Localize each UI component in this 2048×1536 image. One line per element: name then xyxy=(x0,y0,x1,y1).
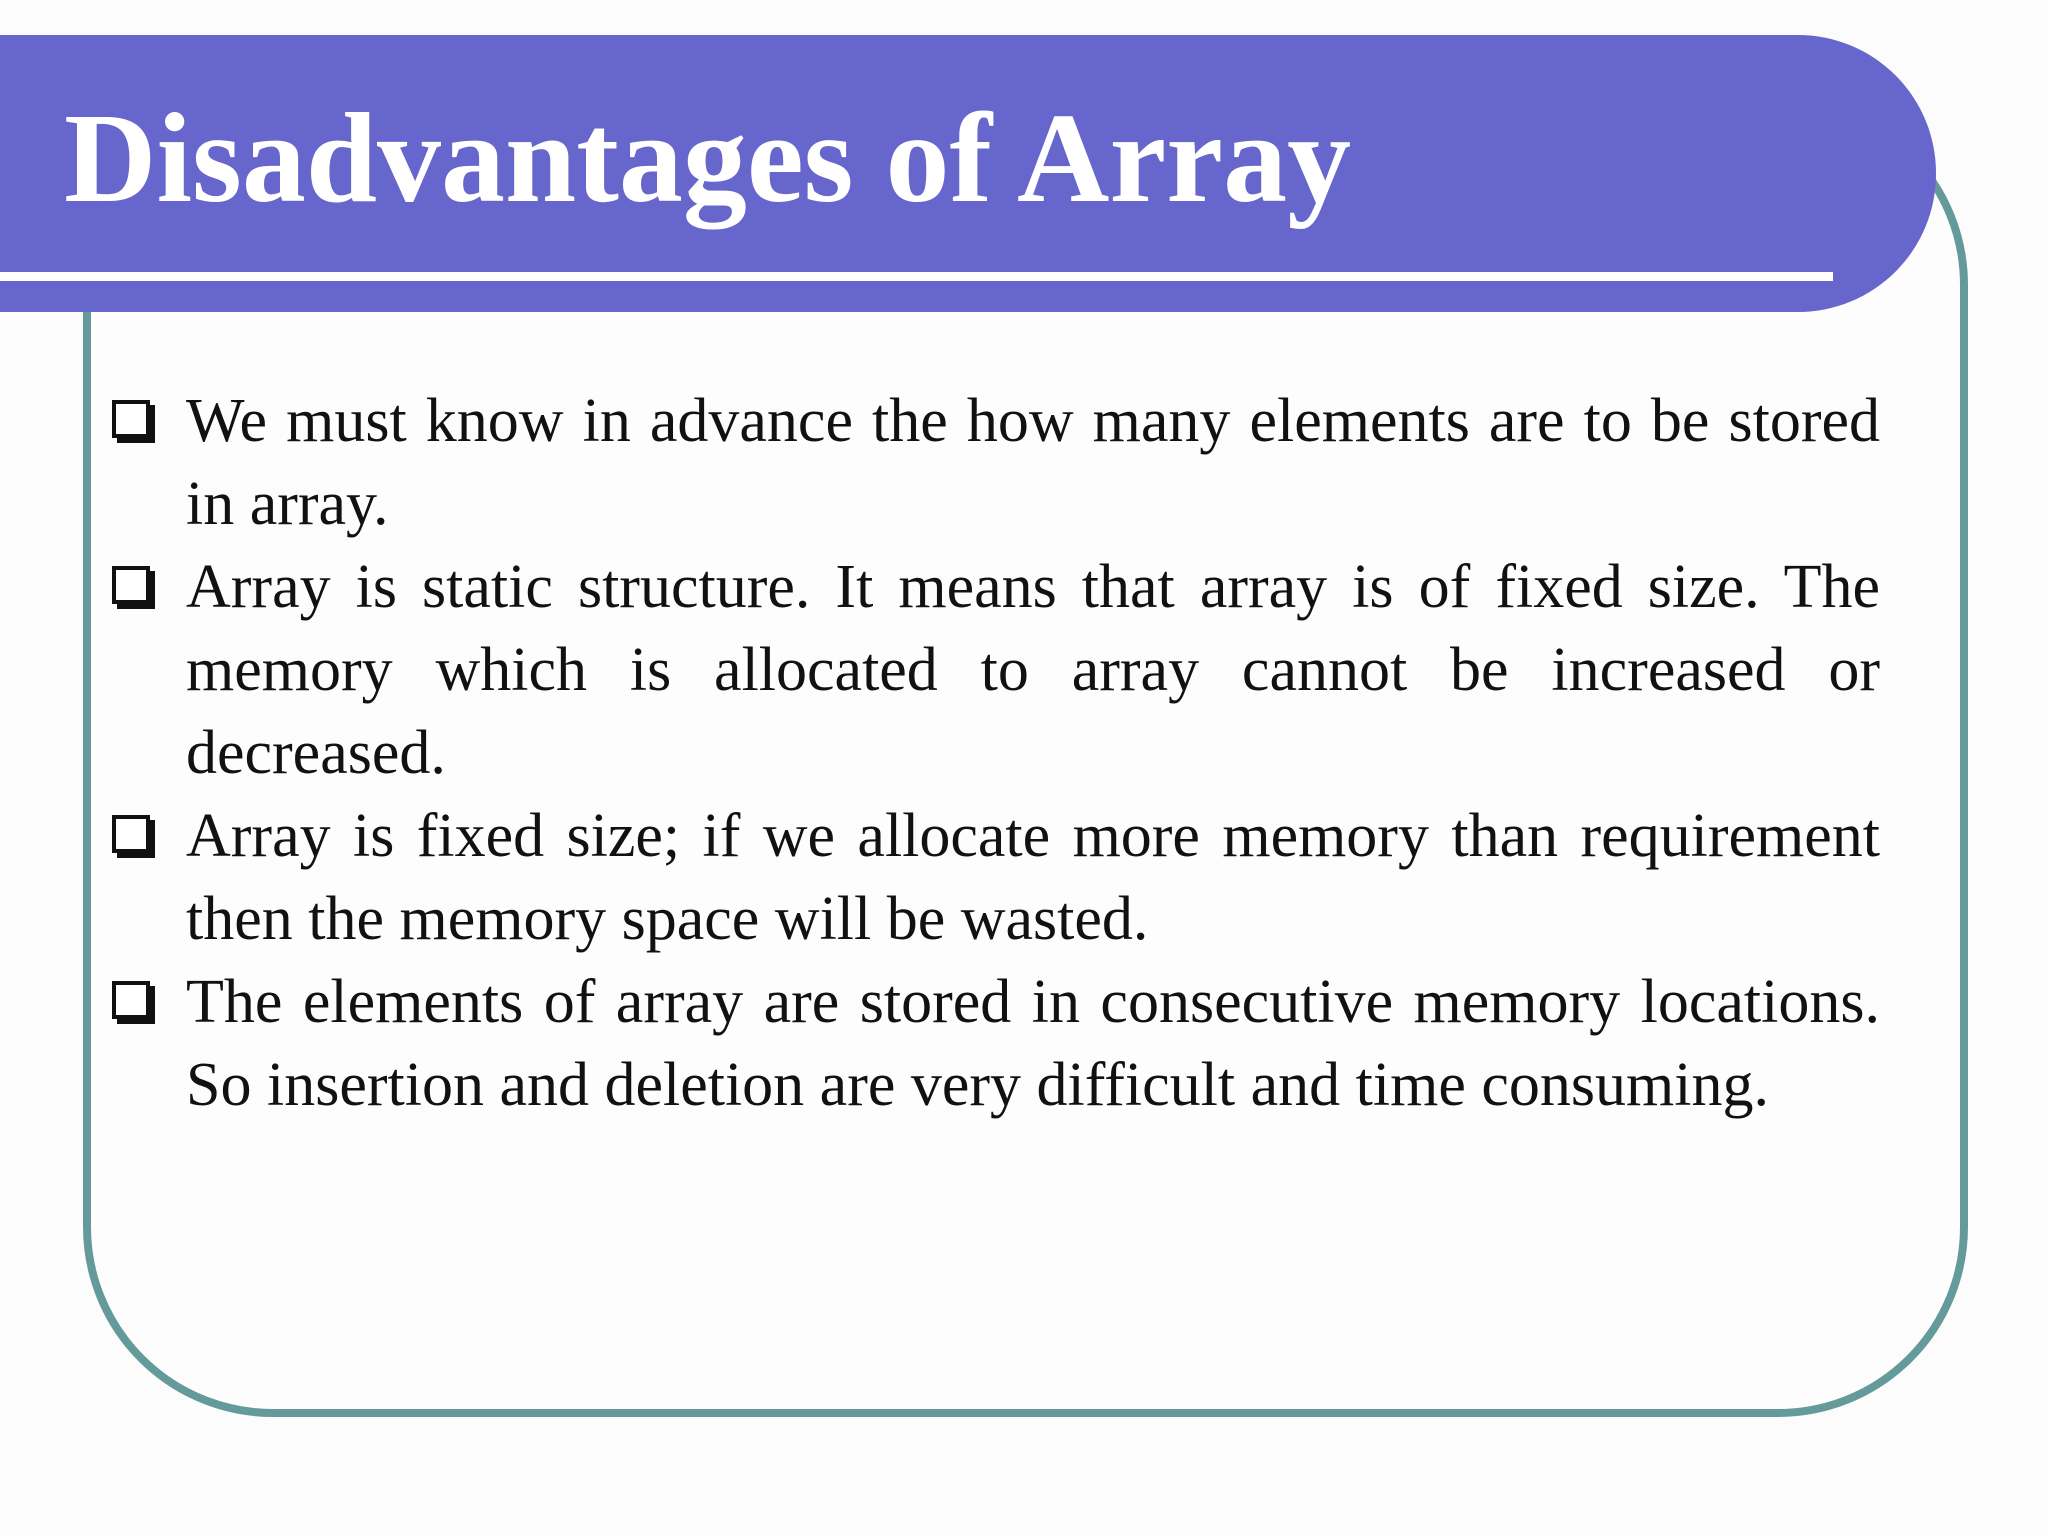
slide-title: Disadvantages of Array xyxy=(64,87,1352,229)
title-underline xyxy=(0,272,1833,281)
bullet-item xyxy=(110,546,1880,795)
bullet-item xyxy=(110,795,1880,961)
bullet-text: We must know in advance the how many elements are to be stored in array. xyxy=(186,387,1880,538)
checkbox-icon xyxy=(112,981,150,1019)
bullet-item xyxy=(110,380,1880,546)
bullet-text: Array is fixed size; if we allocate more memory than requirement then the memory space will be wasted. xyxy=(186,802,1880,953)
checkbox-icon xyxy=(112,815,150,853)
bullet-text: Array is static structure. It means that array is of fixed size. The memory which is allocated to array cannot be increased or decreased. xyxy=(186,553,1880,787)
bullet-item xyxy=(110,961,1880,1127)
checkbox-icon xyxy=(112,566,150,604)
checkbox-icon xyxy=(112,400,150,438)
bullet-text: The elements of array are stored in consecutive memory locations. So insertion and deletion are very difficult and time consuming. xyxy=(186,968,1880,1119)
bullet-list xyxy=(110,380,1880,1127)
